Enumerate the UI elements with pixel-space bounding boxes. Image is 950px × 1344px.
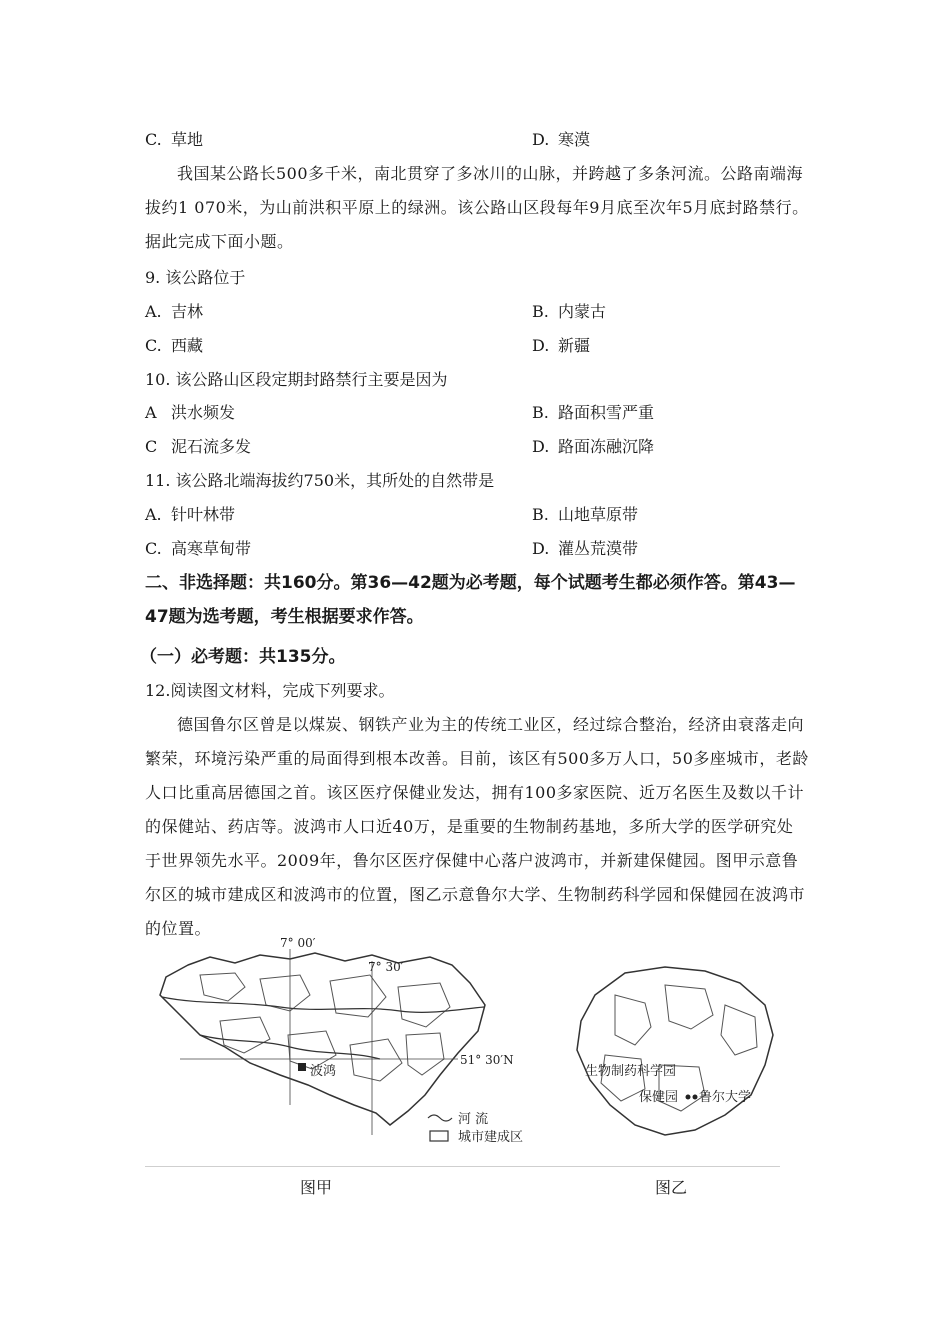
option-text: 路面积雪严重 — [558, 403, 655, 422]
university-marker — [693, 1095, 698, 1100]
option-text: 新疆 — [558, 336, 591, 355]
option-text: 路面冻融沉降 — [558, 437, 655, 456]
option-text: 草地 — [171, 130, 204, 149]
option-letter: D. — [532, 437, 550, 456]
figure-divider — [145, 1166, 780, 1167]
option-letter: D. — [532, 130, 550, 149]
q11-option-b — [532, 505, 638, 525]
option-text: 针叶林带 — [171, 505, 236, 524]
question-11-stem: 11. 该公路北端海拔约750米，其所处的自然带是 — [145, 471, 495, 490]
health-park-label: 保健园 — [639, 1090, 679, 1105]
option-text: 高寒草甸带 — [171, 539, 252, 558]
ruhr-outline — [160, 953, 485, 1125]
section-heading: 二、非选择题：共160分。第36—42题为必考题，每个试题考生都必须作答。第43—47题为选考题，考生根据要求作答。 — [145, 573, 796, 627]
city-marker — [298, 1063, 306, 1071]
q11-option-c — [145, 539, 251, 559]
urban-area — [330, 975, 386, 1017]
q9-option-d — [532, 336, 590, 356]
city-label: 波鸿 — [310, 1064, 337, 1079]
option-text: 内蒙古 — [558, 302, 607, 321]
health-park-marker — [686, 1095, 691, 1100]
option-letter: C. — [145, 130, 162, 149]
option-text: 洪水频发 — [171, 403, 236, 422]
district-boundary — [615, 995, 651, 1045]
university-label: 鲁尔大学 — [699, 1090, 752, 1105]
question-9-stem: 9. 该公路位于 — [145, 268, 246, 287]
option-letter: D. — [532, 539, 550, 558]
q10-option-a — [145, 403, 235, 423]
option-letter: B. — [532, 302, 549, 321]
q11-option-a — [145, 505, 235, 525]
urban-area — [398, 983, 450, 1027]
figure-b-map — [555, 955, 790, 1145]
longitude-label: 7° 00′ — [280, 936, 316, 950]
option-letter: A — [145, 403, 157, 422]
legend-urban-icon — [430, 1131, 448, 1141]
figure-b-caption: 图乙 — [655, 1178, 688, 1197]
q9-option-b — [532, 302, 606, 322]
latitude-label: 51° 30′N — [460, 1053, 514, 1067]
option-letter: C — [145, 437, 158, 456]
q10-option-c — [145, 437, 251, 457]
section-subheading: （一）必考题：共135分。 — [140, 647, 346, 667]
q8-option-d — [532, 130, 590, 150]
option-letter: C. — [145, 336, 162, 355]
urban-area — [406, 1033, 444, 1075]
q10-option-d — [532, 437, 654, 457]
legend-urban-label: 城市建成区 — [458, 1130, 524, 1145]
q9-option-a — [145, 302, 203, 322]
district-boundary — [721, 1005, 757, 1055]
option-text: 吉林 — [171, 302, 204, 321]
figure-a-caption: 图甲 — [300, 1178, 333, 1197]
option-letter: C. — [145, 539, 162, 558]
urban-area — [200, 973, 245, 1001]
bio-park-label: 生物制药科学园 — [585, 1064, 677, 1079]
option-letter: B. — [532, 505, 549, 524]
option-text: 灌丛荒漠带 — [558, 539, 639, 558]
option-text: 寒漠 — [558, 130, 591, 149]
longitude-label: 7° 30′ — [368, 960, 404, 974]
district-boundary — [665, 985, 713, 1029]
urban-area — [220, 1017, 270, 1053]
river — [162, 997, 484, 1012]
option-letter: B. — [532, 403, 549, 422]
passage-road: 我国某公路长500多千米，南北贯穿了多冰川的山脉，并跨越了多条河流。公路南端海拔约1 070米，为山前洪积平原上的绿洲。该公路山区段每年9月底至次年5月底封路禁行。据此完成下面小题。 — [145, 164, 809, 251]
option-text: 泥石流多发 — [171, 437, 252, 456]
urban-area — [350, 1039, 402, 1081]
q9-option-c — [145, 336, 203, 356]
q11-option-d — [532, 539, 638, 559]
option-text: 西藏 — [171, 336, 204, 355]
legend-river-label: 河 流 — [458, 1112, 489, 1127]
legend-river-icon — [428, 1115, 452, 1121]
option-letter: D. — [532, 336, 550, 355]
q8-option-c — [145, 130, 203, 150]
q10-option-b — [532, 403, 654, 423]
question-12-stem: 12.阅读图文材料，完成下列要求。 — [145, 681, 395, 700]
bochum-outline — [577, 967, 773, 1135]
passage-ruhr: 德国鲁尔区曾是以煤炭、钢铁产业为主的传统工业区，经过综合整治，经济由衰落走向繁荣，环境污染严重的局面得到根本改善。目前，该区有500多万人口，50多座城市，老龄人口比重高居德国之首。该区医疗保健业发达，拥有100多家医院、近万名医生及数以千计的保健站、药店等。波鸿市人口近40万，是重要的生物制药基地，多所大学的医学研究处于世界领先水平。2009年，鲁尔区医疗保健中心落户波鸿市，并新建保健园。图甲示意鲁尔区的城市建成区和波鸿市的位置，图乙示意鲁尔大学、生物制药科学园和保健园在波鸿市的位置。 — [145, 715, 809, 938]
question-10-stem: 10. 该公路山区段定期封路禁行主要是因为 — [145, 370, 448, 389]
option-text: 山地草原带 — [558, 505, 639, 524]
option-letter: A. — [145, 302, 162, 321]
figure-a-map — [140, 935, 560, 1160]
option-letter: A. — [145, 505, 162, 524]
